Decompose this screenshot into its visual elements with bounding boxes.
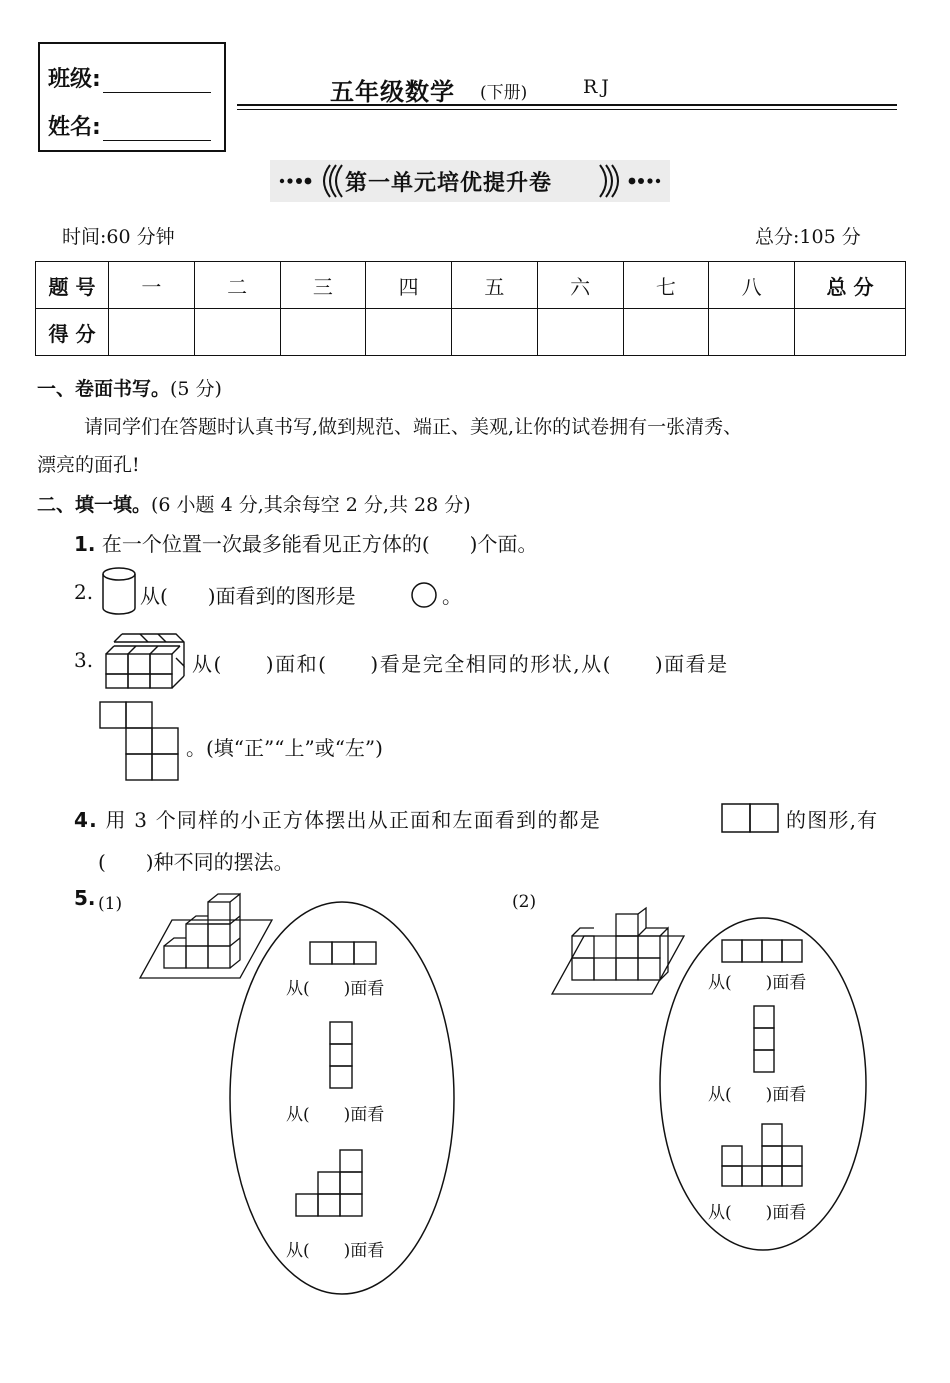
section2-title: 二、填一填。 xyxy=(37,494,152,516)
question-2-number: 2. xyxy=(74,580,94,604)
question-text[interactable]: 用 3 个同样的小正方体摆出从正面和左面看到的都是 xyxy=(105,808,601,832)
question-3-line1[interactable]: 从( )面和( )看是完全相同的形状,从( )面看是 xyxy=(192,652,729,676)
class-label: 班级: xyxy=(48,67,101,92)
question-4-line1 xyxy=(74,804,601,833)
score-input-cell[interactable] xyxy=(795,309,906,356)
question-3-line2: 。(填“正”“上”或“左”) xyxy=(186,736,383,760)
table-cell: 三 xyxy=(280,262,366,309)
section1-title: 一、卷面书写。 xyxy=(37,378,171,400)
student-info-box xyxy=(38,42,226,152)
score-input-cell[interactable] xyxy=(194,309,280,356)
score-table-header-row xyxy=(36,262,906,309)
section2-points: (6 小题 4 分,其余每空 2 分,共 28 分) xyxy=(151,494,471,516)
cylinder-icon xyxy=(100,566,140,618)
view-label[interactable]: 从( )面看 xyxy=(286,1105,385,1125)
view-label[interactable]: 从( )面看 xyxy=(708,1085,807,1105)
table-cell: 八 xyxy=(709,262,795,309)
question-4-text-end: 的图形,有 xyxy=(786,808,879,832)
page-title: 五年级数学 xyxy=(330,78,455,106)
view-shape-row-3 xyxy=(308,940,380,966)
score-input-cell[interactable] xyxy=(452,309,538,356)
view-label[interactable]: 从( )面看 xyxy=(708,973,807,993)
section2-heading xyxy=(37,490,471,517)
score-input-cell[interactable] xyxy=(537,309,623,356)
view-shape-front-2 xyxy=(720,1122,808,1190)
question-5-part1-label: (1) xyxy=(98,894,123,914)
table-cell: 总 分 xyxy=(795,262,906,309)
name-label: 姓名: xyxy=(48,115,101,140)
view-shape-column-3b xyxy=(752,1004,778,1074)
question-number: 5. xyxy=(74,886,96,910)
edition-label: RJ xyxy=(583,76,613,98)
header-rule-thin xyxy=(237,109,897,110)
question-text[interactable]: 从( )面看到的图形是 xyxy=(140,584,356,608)
volume-label: (下册) xyxy=(480,83,528,103)
grid-view-shape xyxy=(98,700,182,784)
question-number: 4. xyxy=(74,808,98,832)
table-cell: 题 号 xyxy=(36,262,109,309)
name-field[interactable] xyxy=(48,110,211,141)
question-1 xyxy=(74,528,537,557)
question-4-line2[interactable]: ( )种不同的摆法。 xyxy=(98,850,294,874)
table-cell: 二 xyxy=(194,262,280,309)
two-square-shape xyxy=(720,802,782,834)
score-table-score-row xyxy=(36,309,906,356)
score-input-cell[interactable] xyxy=(623,309,709,356)
section1-heading xyxy=(37,374,222,401)
unit-title: 第一单元培优提升卷 xyxy=(345,171,553,196)
view-shape-staircase xyxy=(294,1148,366,1222)
section1-text-line2: 漂亮的面孔! xyxy=(37,454,140,476)
section1-text-line1: 请同学们在答题时认真书写,做到规范、端正、美观,让你的试卷拥有一张清秀、 xyxy=(84,416,743,438)
time-limit: 时间:60 分钟 xyxy=(62,226,175,248)
table-cell: 六 xyxy=(537,262,623,309)
question-text[interactable]: 在一个位置一次最多能看见正方体的( )个面。 xyxy=(101,532,538,556)
question-5-part2-label: (2) xyxy=(512,892,537,912)
table-cell: 五 xyxy=(452,262,538,309)
header-rule xyxy=(237,104,897,106)
total-score: 总分:105 分 xyxy=(755,226,861,248)
view-shape-row-4 xyxy=(720,938,808,964)
view-label[interactable]: 从( )面看 xyxy=(708,1203,807,1223)
cube-stack-3d-icon xyxy=(100,632,188,690)
class-field[interactable] xyxy=(48,62,211,93)
question-number: 1. xyxy=(74,532,96,556)
view-shape-column-3 xyxy=(328,1020,356,1092)
table-cell: 一 xyxy=(109,262,195,309)
section1-points: (5 分) xyxy=(170,378,222,400)
score-input-cell[interactable] xyxy=(366,309,452,356)
view-label[interactable]: 从( )面看 xyxy=(286,1241,385,1261)
question-2-end: 。 xyxy=(442,584,462,608)
view-label[interactable]: 从( )面看 xyxy=(286,979,385,999)
table-cell: 得 分 xyxy=(36,309,109,356)
score-input-cell[interactable] xyxy=(109,309,195,356)
question-2-text xyxy=(140,580,356,609)
table-cell: 四 xyxy=(366,262,452,309)
question-5-number xyxy=(74,886,96,910)
score-input-cell[interactable] xyxy=(280,309,366,356)
circle-shape-icon xyxy=(408,580,440,610)
score-input-cell[interactable] xyxy=(709,309,795,356)
score-table xyxy=(35,261,906,356)
question-3-number: 3. xyxy=(74,648,94,672)
table-cell: 七 xyxy=(623,262,709,309)
